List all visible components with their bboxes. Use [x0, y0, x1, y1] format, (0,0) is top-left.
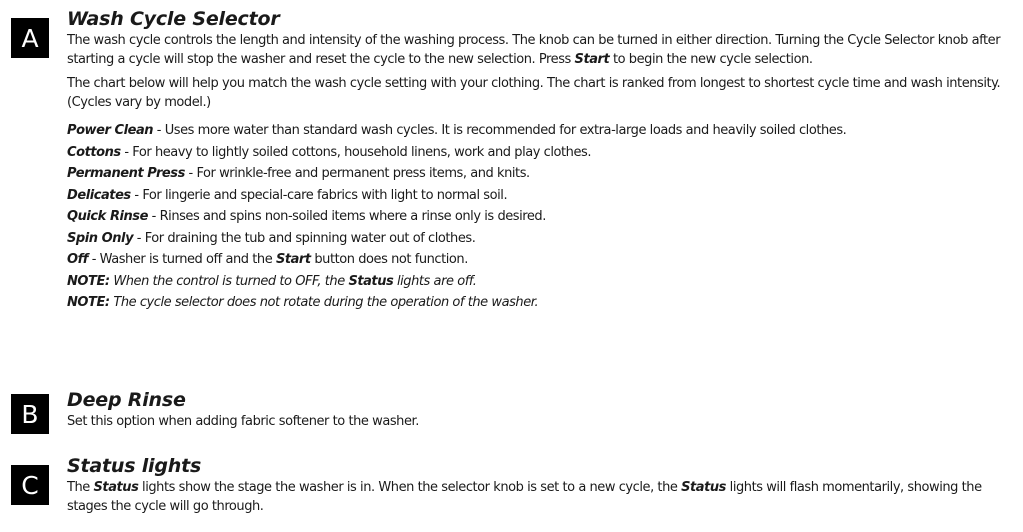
- cycle-item-power-clean: [67, 120, 1015, 142]
- section-a-chart-intro: The chart below will help you match the wash cycle setting with your clothing. The chart is ranked from longest to shortest cycle time and wash intensity. (Cycles vary by model.): [67, 76, 1001, 110]
- section-b-text: Set this option when adding fabric softener to the washer.: [67, 414, 419, 429]
- cycle-desc: - For wrinkle-free and permanent press items, and knits.: [184, 166, 530, 181]
- section-b-title: Deep Rinse: [67, 389, 186, 411]
- section-c-content: [67, 455, 1015, 516]
- cycle-desc: - Uses more water than standard wash cycles. It is recommended for extra-large loads and heavily soiled clothes.: [153, 123, 847, 138]
- note-status-lights-off: [67, 271, 1015, 293]
- section-letter-a: A: [11, 18, 49, 58]
- status-text-1: The: [67, 480, 94, 495]
- status-bold-2: Status: [681, 480, 726, 495]
- cycle-item-delicates: [67, 185, 1015, 207]
- cycle-desc: - Rinses and spins non-soiled items where a rinse only is desired.: [147, 209, 546, 224]
- cycle-desc: - For lingerie and special-care fabrics with light to normal soil.: [130, 187, 508, 203]
- cycle-item-permanent-press: [67, 163, 1015, 185]
- cycle-item-off: [67, 249, 1015, 271]
- note-text: The cycle selector does not rotate during the operation of the washer.: [109, 295, 539, 310]
- cycle-item-cottons: [67, 142, 1015, 164]
- cycle-desc: - For draining the tub and spinning water out of clothes.: [133, 230, 476, 246]
- section-letter-b: B: [11, 394, 49, 434]
- status-text-2: lights show the stage the washer is in. When the selector knob is set to a new cycle, the: [138, 480, 682, 495]
- cycle-name: Power Clean: [67, 123, 154, 138]
- section-c-text: [67, 478, 1015, 516]
- note-text: When the control is turned to OFF, the: [109, 273, 349, 289]
- section-c-title: Status lights: [67, 455, 202, 477]
- intro-text-2: to begin the new cycle selection.: [609, 52, 813, 67]
- cycle-name: Spin Only: [67, 230, 134, 246]
- section-a-intro: [67, 31, 1015, 69]
- cycle-desc: - Washer is turned off and the: [88, 252, 276, 267]
- section-a-title: Wash Cycle Selector: [67, 8, 280, 30]
- status-text-3: lights will flash momentarily, showing the stages the cycle will go through.: [67, 480, 982, 514]
- cycle-desc: - For heavy to lightly soiled cottons, household linens, work and play clothes.: [120, 144, 592, 160]
- section-a-content: [67, 8, 1015, 314]
- start-bold: Start: [275, 252, 311, 267]
- note-label: NOTE:: [67, 273, 110, 289]
- cycle-item-spin-only: [67, 228, 1015, 250]
- cycle-name: Delicates: [67, 187, 131, 203]
- intro-start-bold: Start: [574, 52, 610, 67]
- status-bold: Status: [348, 273, 394, 289]
- cycle-item-quick-rinse: [67, 206, 1015, 228]
- cycle-name: Cottons: [67, 144, 121, 160]
- cycle-name: Quick Rinse: [67, 209, 148, 224]
- cycle-name: Permanent Press: [67, 166, 185, 181]
- section-b-content: [67, 389, 1015, 431]
- intro-text-1: The wash cycle controls the length and intensity of the washing process. The knob can be turned in either direction. Turning the Cycle Selector knob after starting a cycle will stop the washer and reset the cycle to the new selection. Press: [67, 33, 1001, 67]
- cycle-name: Off: [67, 252, 89, 267]
- note-selector-no-rotate: [67, 292, 1015, 314]
- section-letter-c: C: [11, 465, 49, 505]
- note-text-2: lights are off.: [393, 273, 477, 289]
- note-label: NOTE:: [67, 295, 110, 310]
- status-bold-1: Status: [93, 480, 139, 495]
- cycle-desc-2: button does not function.: [310, 252, 468, 267]
- cycle-list: [67, 120, 1015, 314]
